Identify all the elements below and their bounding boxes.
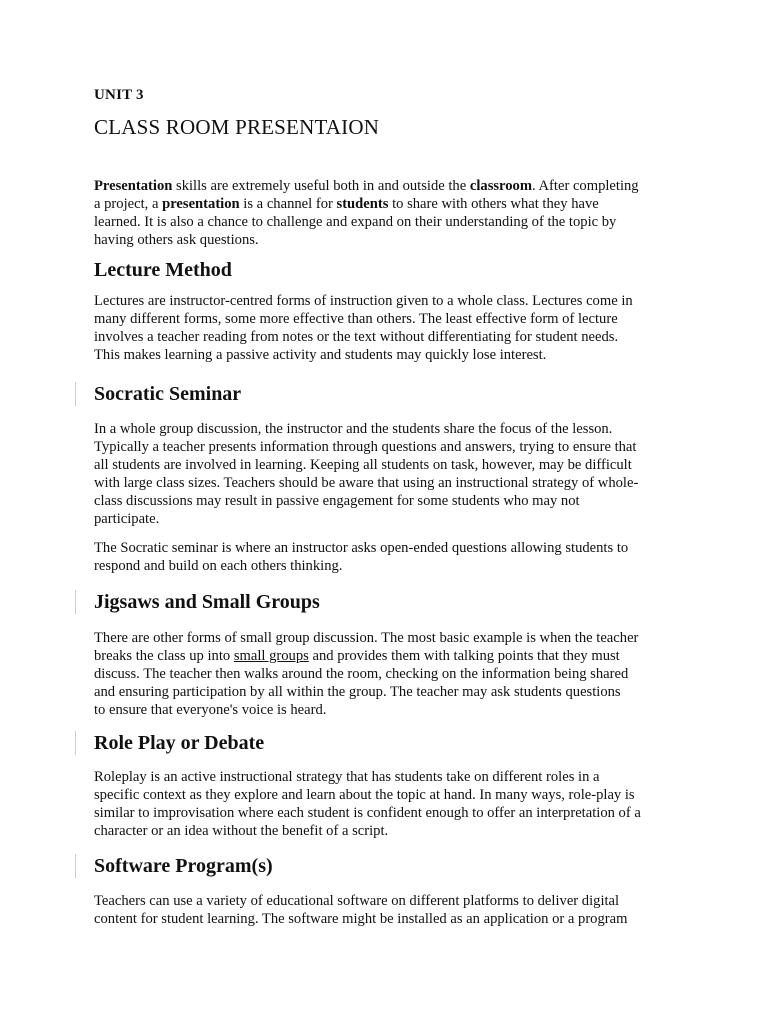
socratic-paragraph: In a whole group discussion, the instructor and the students share the focus of the lesson. Typically a teacher presents information through questions and answers, trying to ensure that all students are involved in learning. Keeping all students on task, however, may be difficult with large class sizes. Teachers should be aware that using an instructional strategy of whole- class discussions may result in passive engagement for some students who may not participate.: [94, 421, 639, 527]
intro-line: Presentation skills are extremely useful both in and outside the classroom. After completing: [94, 178, 639, 194]
section-marker: [75, 854, 76, 878]
role-play-paragraph: Roleplay is an active instructional strategy that has students take on different roles in a specific context as they explore and learn about the topic at hand. In many ways, role-play is similar to improvisation where each student is confident enough to offer an interpretation of a character or an idea without the benefit of a script.: [94, 769, 641, 839]
section-marker: [75, 731, 76, 755]
lecture-paragraph: Lectures are instructor-centred forms of instruction given to a whole class. Lectures come in many different forms, some more effective than others. The least effective form of lecture involves a teacher reading from notes or the text without differentiating for student needs. This makes learning a passive activity and students may quickly lose interest.: [94, 293, 633, 363]
intro-line: a project, a presentation is a channel for students to share with others what they have: [94, 196, 599, 212]
small-groups-link[interactable]: small groups: [233, 648, 309, 664]
section-marker: [75, 382, 76, 406]
socratic-paragraph-2: The Socratic seminar is where an instructor asks open-ended questions allowing students to respond and build on each others thinking.: [94, 540, 629, 574]
intro-paragraph: [94, 177, 684, 249]
intro-line: learned. It is also a chance to challenge and expand on their understanding of the topic by: [94, 214, 617, 230]
heading-role-play: Role Play or Debate: [94, 732, 265, 754]
jigsaws-paragraph: There are other forms of small group discussion. The most basic example is when the teacher breaks the class up into small groups and provides them with talking points that they must discuss. The teacher then walks around the room, checking on the information being shared and ensuring participation by all within the group. The teacher may ask students questions to ensure that everyone's voice is heard.: [94, 630, 639, 718]
heading-lecture-method: Lecture Method: [94, 259, 232, 281]
page-title: CLASS ROOM PRESENTAION: [94, 115, 380, 139]
heading-socratic-seminar: Socratic Seminar: [94, 383, 242, 405]
unit-label: UNIT 3: [94, 87, 144, 103]
heading-software-programs: Software Program(s): [94, 855, 273, 877]
section-marker: [75, 590, 76, 614]
intro-line: having others ask questions.: [94, 232, 259, 248]
heading-jigsaws: Jigsaws and Small Groups: [94, 591, 320, 613]
software-paragraph: Teachers can use a variety of educational software on different platforms to deliver digital content for student learning. The software might be installed as an application or a program: [94, 893, 628, 927]
